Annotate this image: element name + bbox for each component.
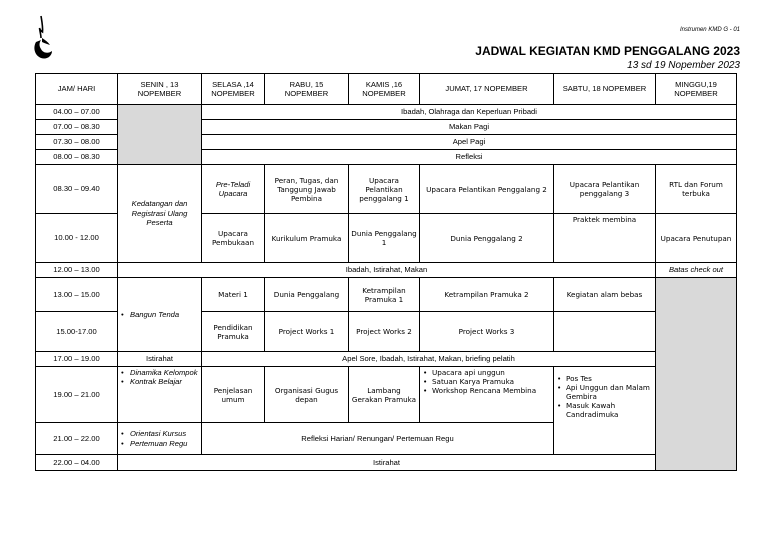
activity-cell: Ibadah, Olahraga dan Keperluan Pribadi [202,105,737,120]
list-item: • Upacara api unggun [432,368,551,377]
activity-cell: Ketrampilan Pramuka 1 [349,278,420,312]
activity-cell: Dunia Penggalang [265,278,349,312]
list-item: • Workshop Rencana Membina [432,386,551,395]
activity-cell: Upacara Pembukaan [202,214,265,263]
activity-cell: Lambang Gerakan Pramuka [349,367,420,423]
col-header-minggu: MINGGU,19 NOPEMBER [656,74,737,105]
time-cell: 08.00 – 08.30 [36,150,118,165]
activity-cell: Kegiatan alam bebas [554,278,656,312]
activity-cell: Ketrampilan Pramuka 2 [420,278,554,312]
activity-cell: Penjelasan umum [202,367,265,423]
time-cell: 12.00 – 13.00 [36,263,118,278]
activity-cell: Istirahat [118,455,656,471]
activity-cell [118,367,202,423]
list-item: • Masuk Kawah Candradimuka [566,401,653,419]
col-header-kamis: KAMIS ,16 NOPEMBER [349,74,420,105]
activity-cell: Pendidikan Pramuka [202,312,265,352]
activity-cell: Peran, Tugas, dan Tanggung Jawab Pembina [265,165,349,214]
activity-cell [420,367,554,423]
list-item: • Orientasi Kursus [130,429,199,438]
activity-cell: Praktek membina [554,214,656,263]
list-item: • Satuan Karya Pramuka [432,377,551,386]
minggu-empty-cell [656,278,737,471]
table-header-row [36,74,737,105]
activity-cell: Dunia Penggalang 2 [420,214,554,263]
activity-cell: Upacara Pelantikan penggalang 1 [349,165,420,214]
date-range: 13 sd 19 Nopember 2023 [627,60,740,71]
activity-cell: Apel Pagi [202,135,737,150]
activity-cell: Upacara Pelantikan Penggalang 2 [420,165,554,214]
list-item: • Bangun Tenda [130,310,199,319]
time-cell: 21.00 – 22.00 [36,423,118,455]
col-header-jumat: JUMAT, 17 NOPEMBER [420,74,554,105]
instrument-code: Instrumen KMD G - 01 [679,27,740,33]
page-title: JADWAL KEGIATAN KMD PENGGALANG 2023 [475,44,740,58]
list-item: • Kontrak Belajar [130,377,199,386]
activity-cell: RTL dan Forum terbuka [656,165,737,214]
col-header-sabtu: SABTU, 18 NOPEMBER [554,74,656,105]
table-row [36,367,737,423]
table-row [36,105,737,120]
activity-cell [554,367,656,455]
time-cell: 19.00 – 21.00 [36,367,118,423]
schedule-table [35,73,737,471]
activity-cell: Project Works 3 [420,312,554,352]
activity-cell: Organisasi Gugus depan [265,367,349,423]
col-header-time: JAM/ HARI [36,74,118,105]
activity-cell: Refleksi [202,150,737,165]
activity-cell: Apel Sore, Ibadah, Istirahat, Makan, briefing pelatih [202,352,656,367]
col-header-senin: SENIN , 13 NOPEMBER [118,74,202,105]
time-cell: 10.00 - 12.00 [36,214,118,263]
activity-cell: Dunia Penggalang 1 [349,214,420,263]
time-cell: 07.30 – 08.00 [36,135,118,150]
activity-cell [118,278,202,352]
table-row [36,263,737,278]
time-cell: 17.00 – 19.00 [36,352,118,367]
time-cell: 04.00 – 07.00 [36,105,118,120]
col-header-rabu: RABU, 15 NOPEMBER [265,74,349,105]
activity-cell [118,423,202,455]
activity-cell: Makan Pagi [202,120,737,135]
activity-cell: Batas check out [656,263,737,278]
table-row [36,278,737,312]
sabtu-empty-cell [554,312,656,352]
time-cell: 13.00 – 15.00 [36,278,118,312]
activity-cell: Project Works 2 [349,312,420,352]
col-header-selasa: SELASA ,14 NOPEMBER [202,74,265,105]
activity-cell: Kedatangan dan Registrasi Ulang Peserta [118,165,202,263]
time-cell: 08.30 – 09.40 [36,165,118,214]
list-item: • Pos Tes [566,374,653,383]
activity-cell: Materi 1 [202,278,265,312]
activity-cell: Kurikulum Pramuka [265,214,349,263]
table-row [36,352,737,367]
table-row [36,165,737,214]
time-cell: 15.00-17.00 [36,312,118,352]
tunas-kelapa-logo-icon [32,14,54,60]
time-cell: 07.00 – 08.30 [36,120,118,135]
list-item: • Dinamika Kelompok [130,368,199,377]
activity-cell: Project Works 1 [265,312,349,352]
table-row [36,455,737,471]
list-item: • Pertemuan Regu [130,439,199,448]
activity-cell: Ibadah, Istirahat, Makan [118,263,656,278]
activity-cell: Istirahat [118,352,202,367]
activity-cell: Refleksi Harian/ Renungan/ Pertemuan Regu [202,423,554,455]
senin-empty-cell [118,105,202,165]
time-cell: 22.00 – 04.00 [36,455,118,471]
activity-cell: Upacara Penutupan [656,214,737,263]
activity-cell: Upacara Pelantikan penggalang 3 [554,165,656,214]
activity-cell: Pre-Teladi Upacara [202,165,265,214]
list-item: • Api Unggun dan Malam Gembira [566,383,653,401]
